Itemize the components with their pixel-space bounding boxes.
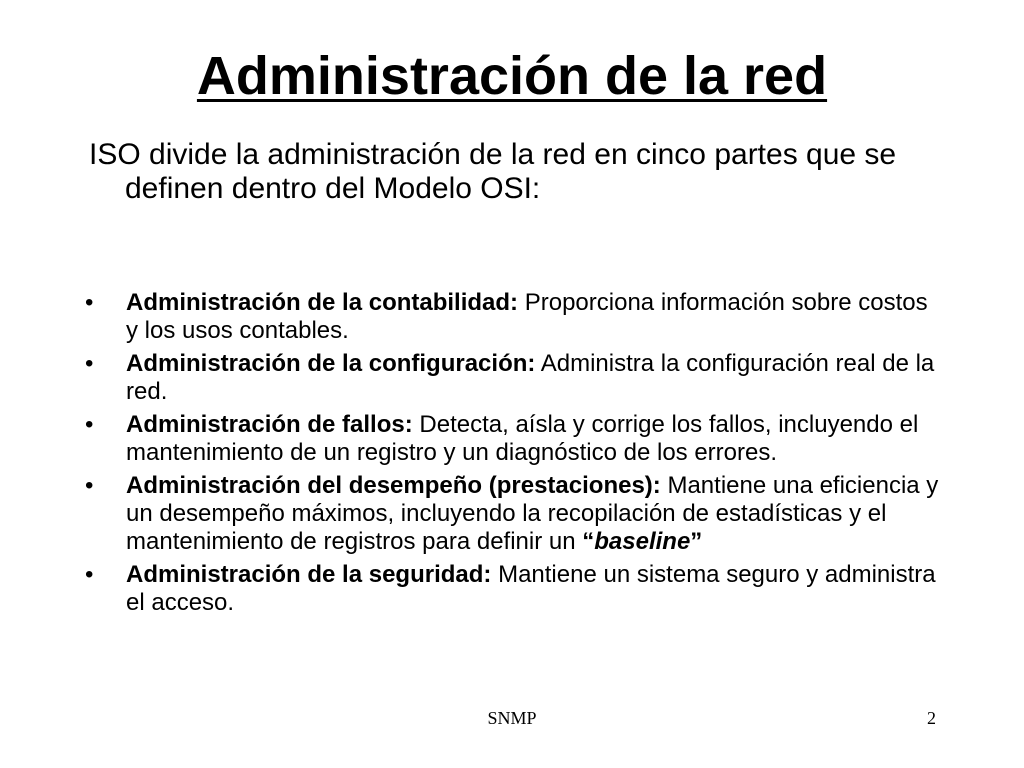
footer-label: SNMP: [487, 708, 537, 728]
quote-open: “: [582, 528, 595, 555]
quote-close: ”: [690, 528, 703, 555]
bullet-term: Administración de la contabilidad:: [126, 289, 519, 316]
bullet-icon: •: [85, 561, 94, 588]
slide-title-text: Administración de la red: [196, 46, 828, 106]
bullet-text: Mantiene un sistema seguro y administra el acceso.: [126, 561, 936, 616]
bullet-faults: [85, 411, 945, 467]
bullet-term: Administración de la configuración:: [126, 350, 536, 377]
bullet-security: [85, 561, 945, 617]
bullet-text: Mantiene una eficiencia y un desempeño máximos, incluyendo la recopilación de estadísticas y el mantenimiento de registros para definir un: [126, 472, 939, 555]
bullet-icon: •: [85, 411, 94, 438]
bullet-icon: •: [85, 472, 94, 499]
bullet-icon: •: [85, 289, 94, 316]
bullet-performance: [85, 472, 945, 556]
bullet-text: Detecta, aísla y corrige los fallos, incluyendo el mantenimiento de un registro y un diagnóstico de los errores.: [126, 411, 919, 466]
bullet-accounting: [85, 289, 945, 345]
bullet-list: [85, 289, 945, 622]
bullet-configuration: [85, 350, 945, 406]
bullet-term: Administración de la seguridad:: [126, 561, 492, 588]
intro-paragraph: ISO divide la administración de la red en cinco partes que se definen dentro del Modelo OSI:: [89, 138, 897, 205]
slide-title: [0, 44, 1024, 108]
bullet-term: Administración de fallos:: [126, 411, 413, 438]
baseline-emphasis: baseline: [594, 528, 691, 555]
bullet-icon: •: [85, 350, 94, 377]
bullet-term: Administración del desempeño (prestaciones):: [126, 472, 661, 499]
bullet-text: Administra la configuración real de la red.: [126, 350, 935, 405]
page-number: 2: [927, 708, 936, 728]
bullet-text: Proporciona información sobre costos y los usos contables.: [126, 289, 928, 344]
